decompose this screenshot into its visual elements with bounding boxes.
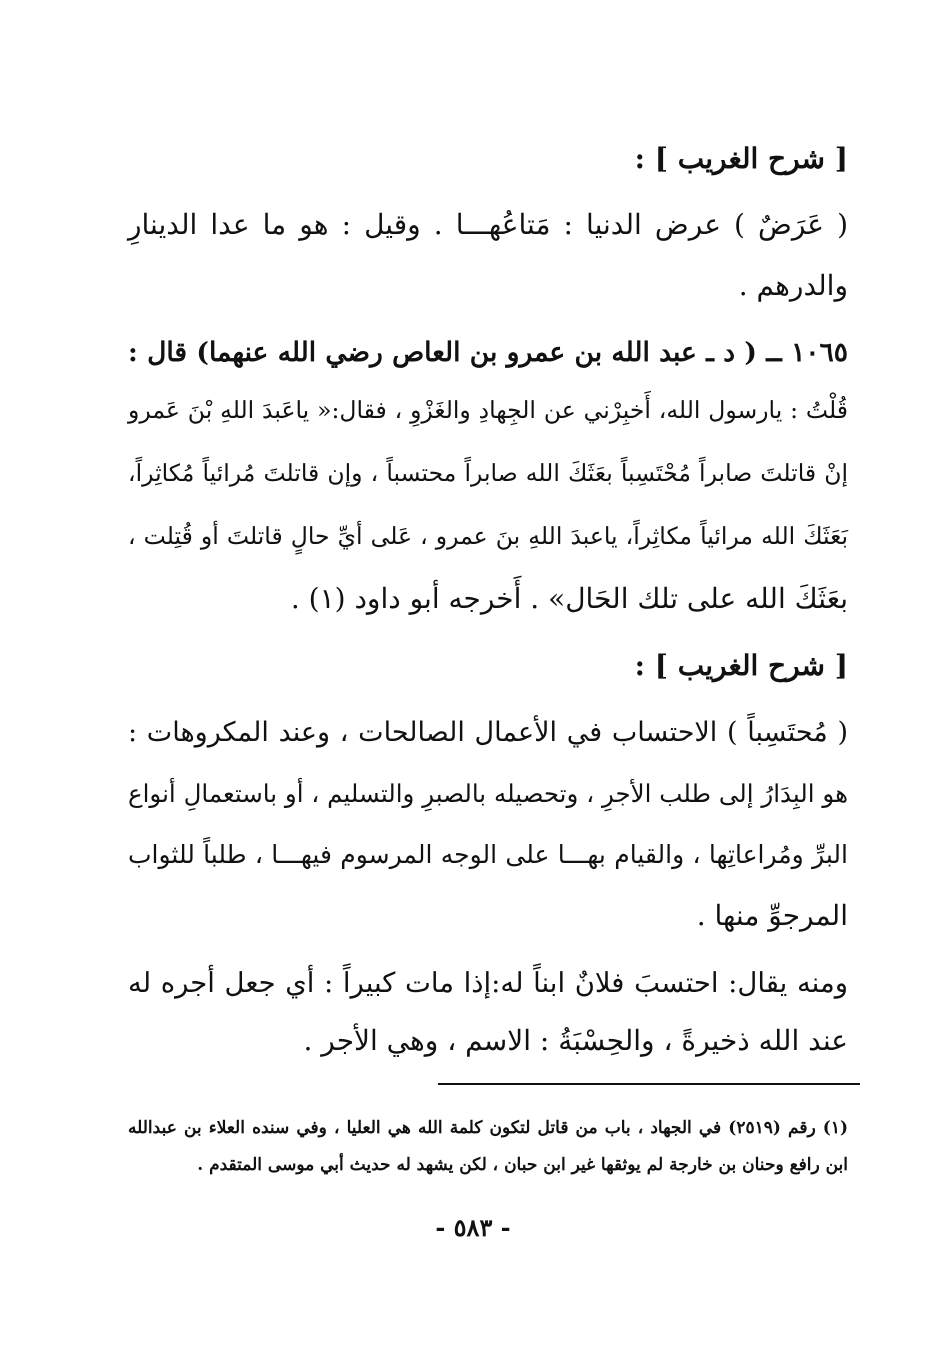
text-line: ( مُحتَسِباً ) الاحتساب في الأعمال الصالحات ، وعند المكروهات :: [128, 717, 848, 748]
text-line: ( عَرَضٌ ) عرض الدنيا : مَتاعُهـــا . وقيل : هو ما عدا الدينارِ: [128, 208, 849, 241]
section-heading-1: [ شرح الغريب ] :: [634, 142, 848, 175]
text-line: عند الله ذخيرةً ، والحِسْبَةُ : الاسم ، وهي الأجر .: [303, 1024, 848, 1057]
text-line: إنْ قاتلتَ صابراً مُحْتَسِباً بعَثَكَ الله صابراً محتسباً ، وإن قاتلتَ مُرائياً مُكاثِراً،: [128, 459, 848, 487]
text-line: والدرهم .: [738, 269, 848, 302]
hadith-number-line: ١٠٦٥ ــ ( د ـ عبد الله بن عمرو بن العاص رضي الله عنهما) قال :: [128, 337, 849, 368]
text-line: البرِّ ومُراعاتِها ، والقيام بهـــا على الوجه المرسوم فيهـــا ، طلباً للثواب: [128, 840, 848, 869]
text-line: المرجوِّ منها .: [696, 899, 848, 932]
text-line: هو البِدَارُ إلى طلب الأجرِ ، وتحصيله بالصبرِ والتسليم ، أو باستعمالِ أنواع: [128, 779, 848, 808]
text-line: ومنه يقال: احتسبَ فلانٌ ابناً له:إذا مات كبيراً : أي جعل أجره له: [128, 967, 848, 999]
text-line: بَعَثَكَ الله مرائياً مكاثِراً، ياعبدَ اللهِ بنَ عمرو ، عَلى أيِّ حالٍ قاتلتَ أو قُتِلت ،: [128, 522, 848, 550]
footnote-separator: [438, 1083, 860, 1085]
footnote-line: (١) رقم (٢٥١٩) في الجهاد ، باب من قاتل لتكون كلمة الله هي العليا ، وفي سنده العلاء بن عبدالله: [128, 1118, 848, 1138]
section-heading-2: [ شرح الغريب ] :: [634, 649, 848, 682]
text-line: قُلْتُ : يارسول الله، أَخبِرْني عن الجِهادِ والغَزْوِ ، فقال:« ياعَبدَ اللهِ بْنَ عَمرو: [128, 396, 848, 424]
page-number: - ٥٨٣ -: [435, 1213, 511, 1242]
text-line: بعَثَكَ الله على تلك الحَال» . أَخرجه أبو داود (١) .: [290, 582, 848, 615]
footnote-line: ابن رافع وحنان بن خارجة لم يوثقها غير ابن حبان ، لكن يشهد له حديث أبي موسى المتقدم .: [197, 1155, 848, 1175]
